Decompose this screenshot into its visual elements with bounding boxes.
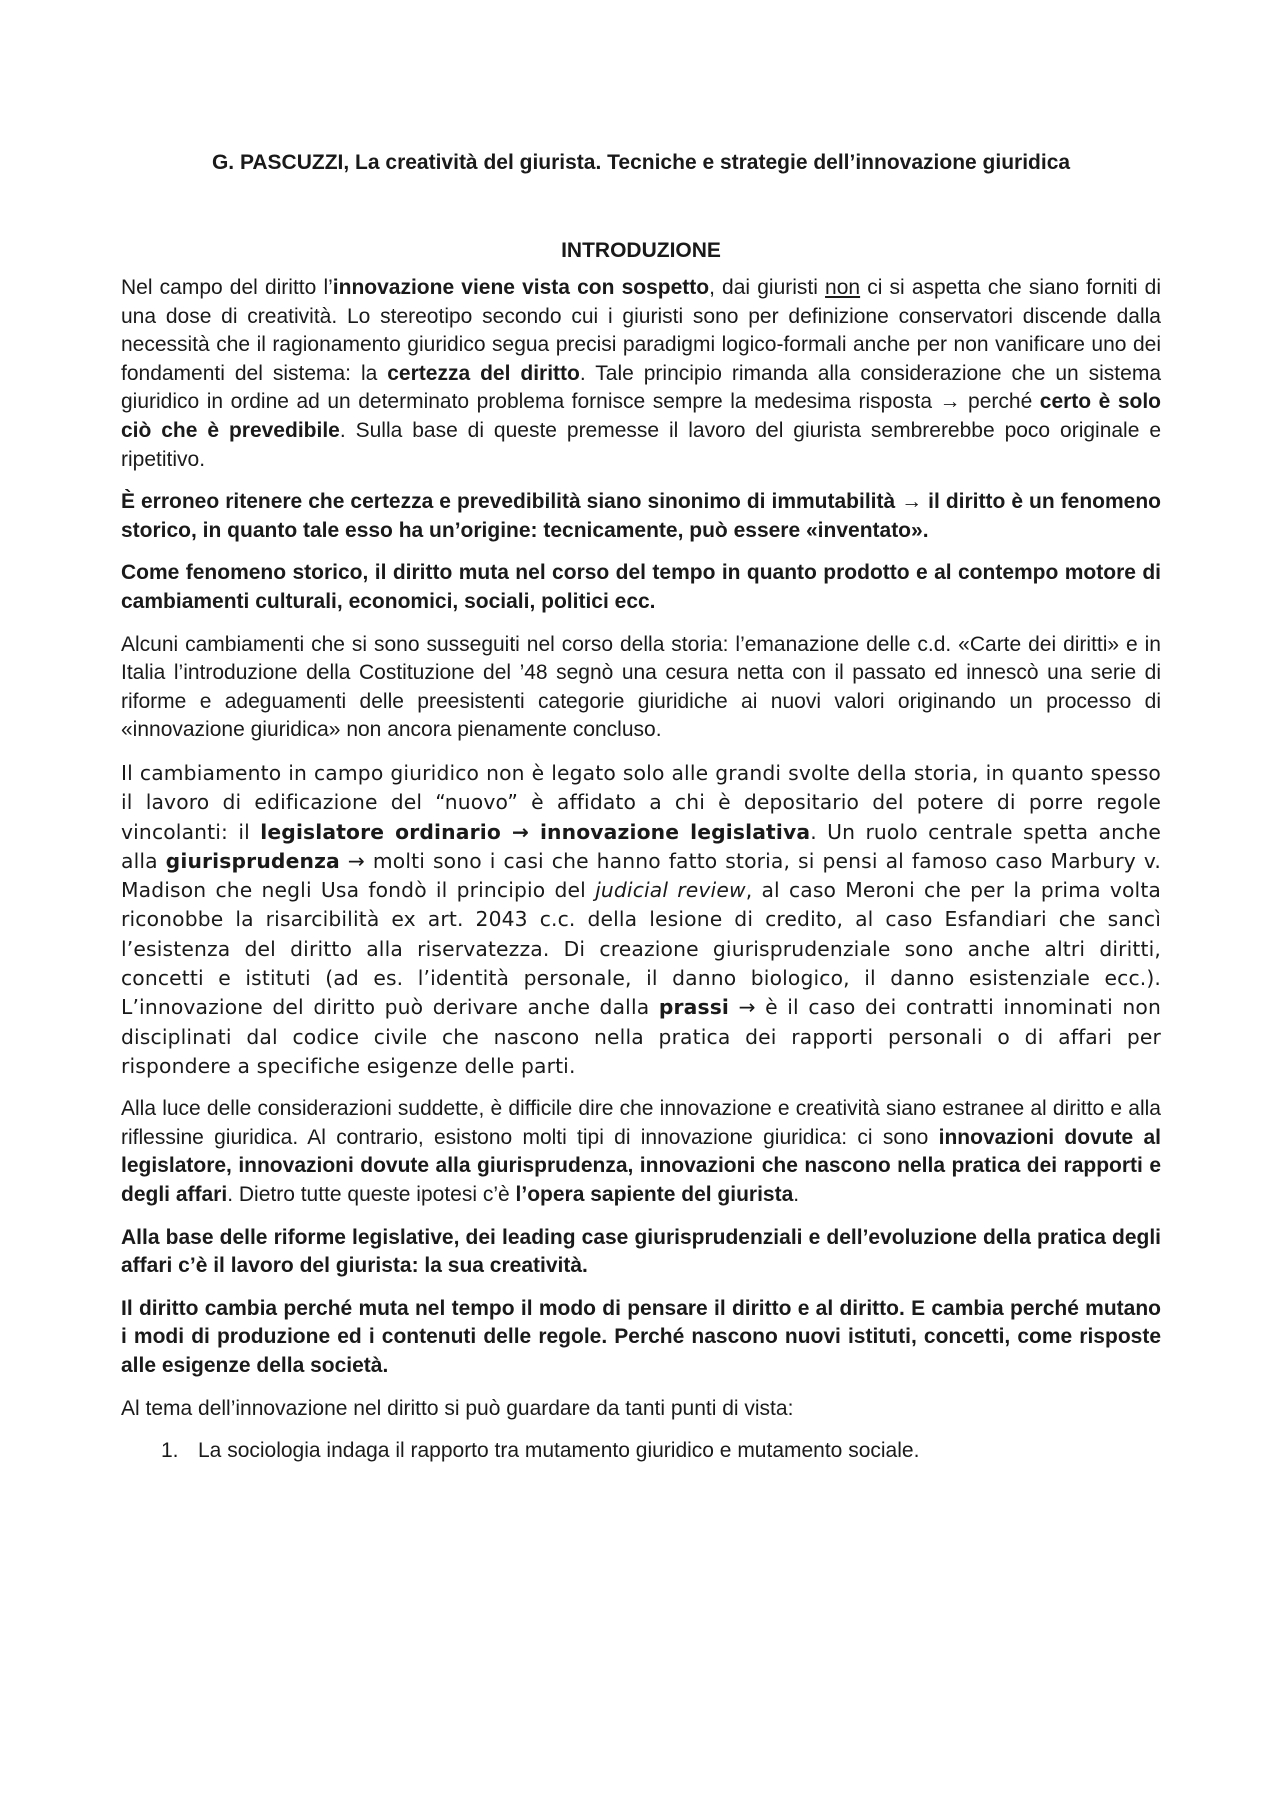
list-number: 1. xyxy=(161,1439,179,1463)
document-body xyxy=(121,150,1161,1465)
text-span: , dai giuristi xyxy=(709,276,826,299)
italic-span: judicial review xyxy=(595,878,746,903)
numbered-list xyxy=(121,1437,1161,1465)
bold-span: giurisprudenza xyxy=(165,848,340,873)
paragraph-1 xyxy=(121,274,1161,474)
bold-span: innovazione viene vista con sospetto xyxy=(332,276,710,299)
text-span: , al caso Meroni che per la prima volta riconobbe la risarcibilità ex art. 2043 c.c. della lesione di credito, al caso Esfandiari che sancì l’esistenza del diritto alla riservatezza. Di creazione giurisprudenziale sono anche altri diritti, concetti e istituti (ad es. l’identità personale, il danno biologico, il danno esistenziale ecc.). L’innovazione del diritto può derivare anche dalla xyxy=(121,878,1162,1020)
text-span: . Un ruolo centrale spetta anche alla xyxy=(121,819,1162,873)
paragraph-9: Al tema dell’innovazione nel diritto si può guardare da tanti punti di vista: xyxy=(121,1396,794,1420)
text-span: . Dietro tutte queste ipotesi c’è xyxy=(227,1182,516,1206)
document-title: G. PASCUZZI, La creatività del giurista. Tecniche e strategie dell’innovazione giuridica xyxy=(211,151,1071,174)
bold-span: legislatore ordinario → innovazione legislativa xyxy=(260,819,811,844)
text-span: . xyxy=(793,1182,800,1206)
paragraph-2: È erroneo ritenere che certezza e prevedibilità siano sinonimo di immutabilità → il diritto è un fenomeno storico, in quanto tale esso ha un’origine: tecnicamente, può essere «inventato». xyxy=(121,490,1161,542)
bold-span: certo è solo ciò che è prevedibile xyxy=(121,390,1162,442)
bold-span: l’opera sapiente del giurista xyxy=(515,1182,794,1206)
bold-span: certezza del diritto xyxy=(387,361,580,385)
text-span: . Sulla base di queste premesse il lavoro del giurista sembrerebbe poco originale e ripetitivo. xyxy=(121,418,1161,471)
text-span: Nel campo del diritto l’ xyxy=(121,276,333,299)
text-span: → molti sono i casi che hanno fatto storia, si pensi al famoso caso Marbury v. Madison che negli Usa fondò il principio del xyxy=(121,848,1161,903)
bold-span: prassi xyxy=(658,995,730,1020)
section-heading: INTRODUZIONE xyxy=(561,239,721,262)
text-span: → è il caso dei contratti innominati non disciplinati dal codice civile che nascono nella pratica dei rapporti personali o di affari per rispondere a specifiche esigenze delle parti. xyxy=(121,995,1161,1078)
paragraph-8: Il diritto cambia perché muta nel tempo il modo di pensare il diritto e al diritto. E cambia perché mutano i modi di produzione ed i contenuti delle regole. Perché nascono nuovi istituti, concetti, come risposte alle esigenze della società. xyxy=(121,1296,1161,1377)
paragraph-5 xyxy=(121,759,1161,1081)
text-span: Alla luce delle considerazioni suddette, è difficile dire che innovazione e creatività siano estranee al diritto e alla riflessine giuridica. Al contrario, esistono molti tipi di innovazione giuridica: ci sono xyxy=(121,1097,1161,1149)
text-span: Il cambiamento in campo giuridico non è legato solo alle grandi svolte della storia, in quanto spesso il lavoro di edificazione del “nuovo” è affidato a chi è depositario del potere di porre regole vincolanti: il xyxy=(121,760,1161,844)
paragraph-4: Alcuni cambiamenti che si sono susseguiti nel corso della storia: l’emanazione delle c.d. «Carte dei diritti» e in Italia l’introduzione della Costituzione del ’48 segnò una cesura netta con il passato ed innescò una serie di riforme e adeguamenti delle preesistenti categorie giuridiche ai nuovi valori originando un processo di «innovazione giuridica» non ancora pienamente concluso. xyxy=(121,632,1161,742)
text-span: . Tale principio rimanda alla considerazione che un sistema giuridico in ordine ad un determinato problema fornisce sempre la medesima risposta → perché xyxy=(121,361,1161,414)
underlined-span: non xyxy=(825,276,861,299)
list-item-text: La sociologia indaga il rapporto tra mutamento giuridico e mutamento sociale. xyxy=(198,1439,920,1463)
bold-span: innovazioni dovute al legislatore, innovazioni dovute alla giurisprudenza, innovazioni che nascono nella pratica dei rapporti e degli affari xyxy=(121,1125,1161,1206)
text-span: ci si aspetta che siano forniti di una dose di creatività. Lo stereotipo secondo cui i giuristi sono per definizione conservatori discende dalla necessità che il ragionamento giuridico segua precisi paradigmi logico-formali anche per non vanificare uno dei fondamenti del sistema: la xyxy=(121,276,1162,385)
paragraph-7: Alla base delle riforme legislative, dei leading case giurisprudenziali e dell’evoluzione della pratica degli affari c’è il lavoro del giurista: la sua creatività. xyxy=(121,1225,1161,1278)
paragraph-6 xyxy=(121,1095,1161,1209)
list-item xyxy=(121,1437,1161,1465)
paragraph-3: Come fenomeno storico, il diritto muta nel corso del tempo in quanto prodotto e al contempo motore di cambiamenti culturali, economici, sociali, politici ecc. xyxy=(121,561,1161,613)
